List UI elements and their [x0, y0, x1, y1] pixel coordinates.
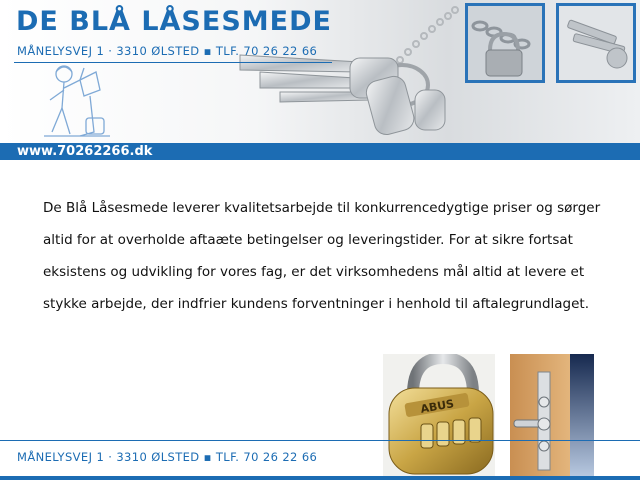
bottom-stripe	[0, 476, 640, 480]
footer-divider	[0, 440, 640, 441]
padlock-photo	[383, 354, 495, 476]
company-title: DE BLÅ LÅSESMEDE	[16, 6, 332, 37]
footer-address: MÅNELYSVEJ 1 · 3310 ØLSTED ▪ TLF. 70 26 22 66	[17, 450, 318, 464]
url-bar	[0, 143, 640, 160]
header-address: MÅNELYSVEJ 1 · 3310 ØLSTED ▪ TLF. 70 26 22 66	[17, 44, 318, 58]
thumbnail-keys	[556, 3, 636, 83]
header	[0, 0, 640, 143]
website-url-link[interactable]: www.70262266.dk	[17, 144, 153, 159]
door-handle-photo	[510, 354, 594, 476]
padlock-brand-label: ABUS	[419, 397, 456, 416]
thumbnail-padlock-chain	[465, 3, 545, 83]
locksmith-mascot-icon	[40, 60, 120, 142]
intro-paragraph: De Blå Låsesmede leverer kvalitetsarbejde til konkurrencedygtige priser og sørger altid for at overholde aftaæte betingelser og leveringstider. For at sikre fortsat eksistens og udvikling for vores fag, er det virksomhedens mål altid at levere et stykke arbejde, der indfrier kundens forventninger i henhold til aftalegrundlaget.	[43, 200, 601, 312]
